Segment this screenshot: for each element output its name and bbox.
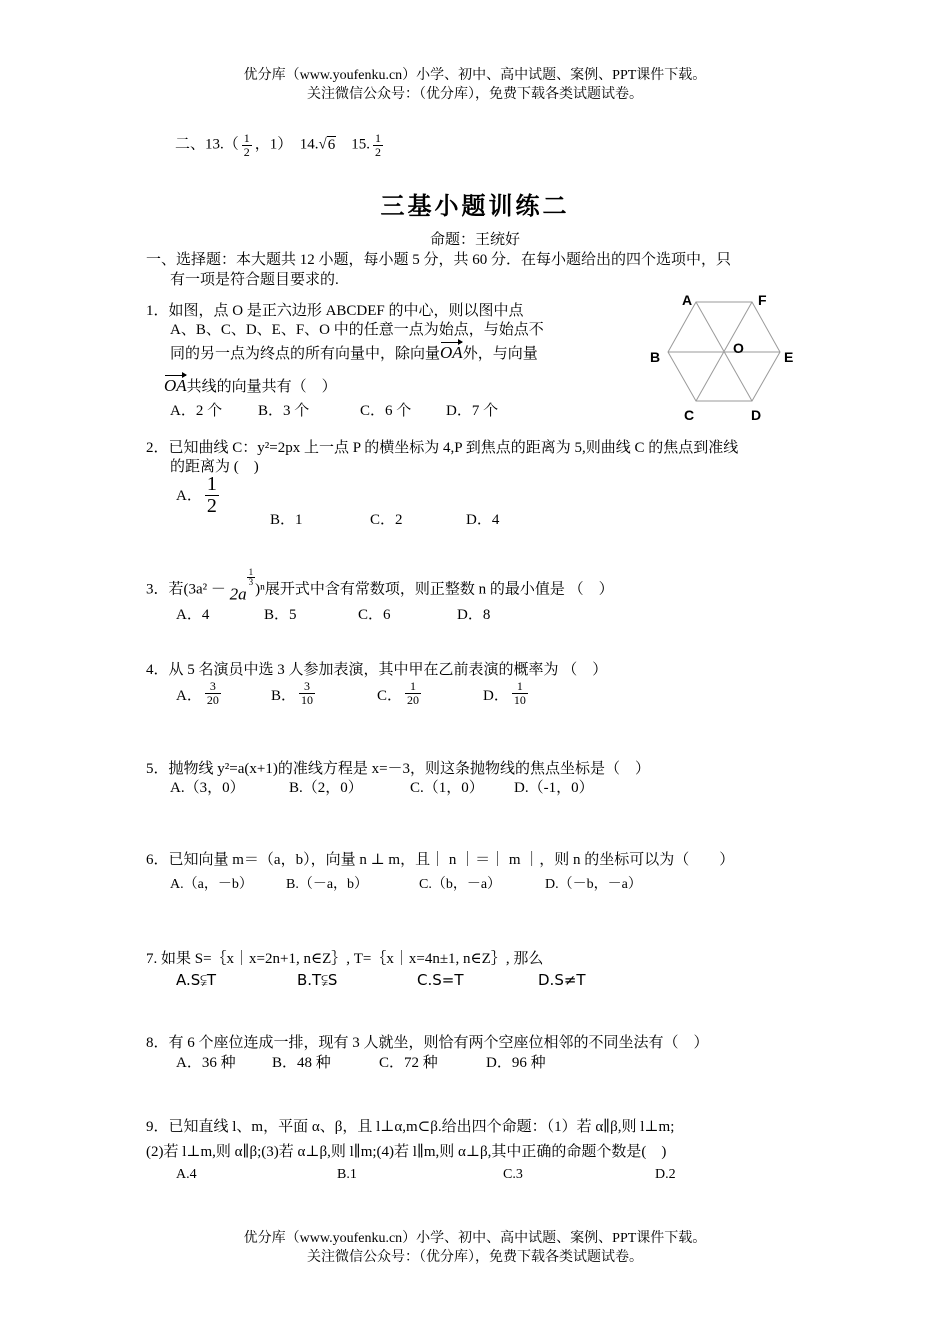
page-title: 三基小题训练二	[380, 192, 570, 220]
label-o: O	[733, 340, 744, 356]
q5-option-c[interactable]: C.（1，0）	[410, 780, 484, 796]
fraction: $\frac{3}{10}$	[301, 679, 314, 707]
q3-option-c[interactable]: C．6	[358, 607, 391, 623]
q2-option-c[interactable]: C．2	[370, 512, 403, 528]
q7-options	[176, 971, 586, 989]
footer-line-1: 优分库（www.youfenku.cn）小学、初中、高中试题、案例、PPT课件下载。	[243, 1231, 707, 1246]
q3-line: 3．若(3a² － 2a $\frac{1}{3}$ )ⁿ展开式中含有常数项，则正整数 n 的最小值是 （ ）	[146, 567, 614, 604]
fraction: $\frac{1}{2}$	[375, 131, 382, 159]
prev-answers: 二、13.（ $\frac{1}{2}$ ，1） 14.√6 15. $\frac{1}{2}$	[175, 131, 382, 159]
label-a: A	[682, 292, 693, 308]
q1-line-1: 1．如图，点 O 是正六边形 ABCDEF 的中心，则以图中点	[146, 303, 524, 319]
q2-option-d[interactable]: D．4	[466, 512, 500, 528]
q4-option-d[interactable]: D． $\frac{1}{10}$	[483, 679, 526, 707]
q8-option-a[interactable]: A．36 种	[176, 1055, 236, 1071]
q3-option-d[interactable]: D．8	[457, 607, 491, 623]
q3-coef: 2a	[229, 584, 247, 604]
sqrt-sign: √	[318, 136, 327, 153]
section-intro-1: 一、选择题：本大题共 12 小题，每小题 5 分，共 60 分．在每小题给出的四个选项中，只	[146, 252, 732, 268]
fraction: $\frac{3}{20}$	[206, 679, 219, 707]
q1-option-d[interactable]: D．7 个	[446, 403, 499, 419]
q1-option-c[interactable]: C．6 个	[360, 403, 412, 419]
q6-line: 6．已知向量 m＝（a，b），向量 n ⊥ m，且｜ n ｜＝｜ m ｜，则 n 的坐标可以为（ ）	[146, 852, 735, 868]
q7-line: 7. 如果 S=｛x｜x=2n+1, n∈Z｝, T=｛x｜x=4n±1, n∈Z｝, 那么	[146, 951, 544, 967]
q1-line-3: 同的另一点为终点的所有向量中，除向量OA外，与向量	[170, 343, 538, 362]
q1-line-2: A、B、C、D、E、F、O 中的任意一点为始点，与始点不	[170, 322, 544, 338]
label-c: C	[684, 407, 695, 423]
q4-option-b[interactable]: B． $\frac{3}{10}$	[271, 679, 314, 707]
q4-options	[176, 680, 531, 706]
q8-option-c[interactable]: C．72 种	[379, 1055, 438, 1071]
section-intro-2: 有一项是符合题目要求的.	[170, 272, 339, 288]
author-line: 命题：王统好	[429, 232, 520, 248]
q9-option-d[interactable]: D.2	[655, 1167, 676, 1182]
q9-line-2: (2)若 l⊥m,则 α∥β;(3)若 α⊥β,则 l∥m;(4)若 l∥m,则 α⊥β,其中正确的命题个数是( )	[146, 1144, 667, 1160]
q5-options	[170, 776, 594, 797]
q5-option-d[interactable]: D.（-1，0）	[514, 780, 594, 796]
q3-options	[176, 603, 490, 624]
q4-option-a[interactable]: A． $\frac{3}{20}$	[176, 679, 219, 707]
q2-options	[176, 473, 500, 529]
q7-option-b[interactable]: B.T⫋S	[297, 971, 338, 989]
label-e: E	[784, 349, 794, 365]
fraction: $\frac{1}{2}$	[206, 473, 217, 517]
q6-option-d[interactable]: D.（－b，－a）	[545, 877, 642, 892]
q9-line-1: 9．已知直线 l、m，平面 α、β，且 l⊥α,m⊂β.给出四个命题：（1）若 α∥β,则 l⊥m;	[146, 1119, 675, 1135]
q4-line: 4．从 5 名演员中选 3 人参加表演，其中甲在乙前表演的概率为 （ ）	[146, 662, 608, 678]
q6-option-c[interactable]: C.（b，－a）	[419, 877, 502, 892]
footer-line-2: 关注微信公众号：（优分库），免费下载各类试题试卷。	[307, 1250, 643, 1265]
label-d: D	[751, 407, 762, 423]
q2-option-a[interactable]: A． $\frac{1}{2}$	[176, 473, 217, 517]
vector-oa: OA	[164, 376, 187, 395]
fraction: $\frac{1}{10}$	[513, 679, 526, 707]
header-line-1: 优分库（www.youfenku.cn）小学、初中、高中试题、案例、PPT课件下载。	[243, 68, 707, 83]
q9-option-b[interactable]: B.1	[337, 1167, 357, 1182]
q2-line-1: 2．已知曲线 C：y²=2px 上一点 P 的横坐标为 4,P 到焦点的距离为 5,则曲线 C 的焦点到准线	[146, 440, 739, 456]
q8-option-d[interactable]: D．96 种	[486, 1055, 546, 1071]
exponent-fraction: $\frac{1}{3}$	[248, 567, 254, 588]
q9-options	[176, 1167, 676, 1183]
q5-option-b[interactable]: B.（2，0）	[289, 780, 363, 796]
fraction: $\frac{1}{20}$	[407, 679, 420, 707]
q1-line-4: OA共线的向量共有（ ）	[164, 376, 337, 395]
q3-option-b[interactable]: B．5	[264, 607, 297, 623]
q8-options	[176, 1051, 546, 1072]
q2-option-b[interactable]: B．1	[270, 512, 303, 528]
label-b: B	[650, 349, 661, 365]
q6-option-a[interactable]: A.（a，－b）	[170, 877, 253, 892]
label-f: F	[758, 292, 767, 308]
q1-option-a[interactable]: A．2 个	[170, 403, 223, 419]
q7-option-a[interactable]: A.S⫋T	[176, 971, 217, 989]
fraction: $\frac{1}{2}$	[243, 131, 250, 159]
q5-line: 5．抛物线 y²=a(x+1)的准线方程是 x=－3，则这条抛物线的焦点坐标是（ ）	[146, 761, 651, 777]
q6-options	[170, 873, 642, 893]
q8-option-b[interactable]: B．48 种	[272, 1055, 331, 1071]
q9-option-c[interactable]: C.3	[503, 1167, 523, 1182]
q5-option-a[interactable]: A.（3，0）	[170, 780, 245, 796]
q6-option-b[interactable]: B.（－a，b）	[286, 877, 369, 892]
q1-option-b[interactable]: B．3 个	[258, 403, 310, 419]
q3-option-a[interactable]: A．4	[176, 607, 210, 623]
q9-option-a[interactable]: A.4	[176, 1167, 197, 1182]
vector-oa: OA	[440, 343, 463, 362]
hexagon-figure	[640, 288, 810, 428]
q8-line: 8．有 6 个座位连成一排，现有 3 人就坐，则恰有两个空座位相邻的不同坐法有（ ）	[146, 1035, 709, 1051]
header-line-2: 关注微信公众号：（优分库），免费下载各类试题试卷。	[307, 87, 643, 102]
q7-option-d[interactable]: D.S≠T	[538, 971, 586, 989]
q2-line-2: 的距离为 ( )	[170, 459, 259, 475]
q7-option-c[interactable]: C.S=T	[417, 971, 464, 989]
q1-options	[170, 399, 498, 420]
q4-option-c[interactable]: C． $\frac{1}{20}$	[377, 679, 420, 707]
